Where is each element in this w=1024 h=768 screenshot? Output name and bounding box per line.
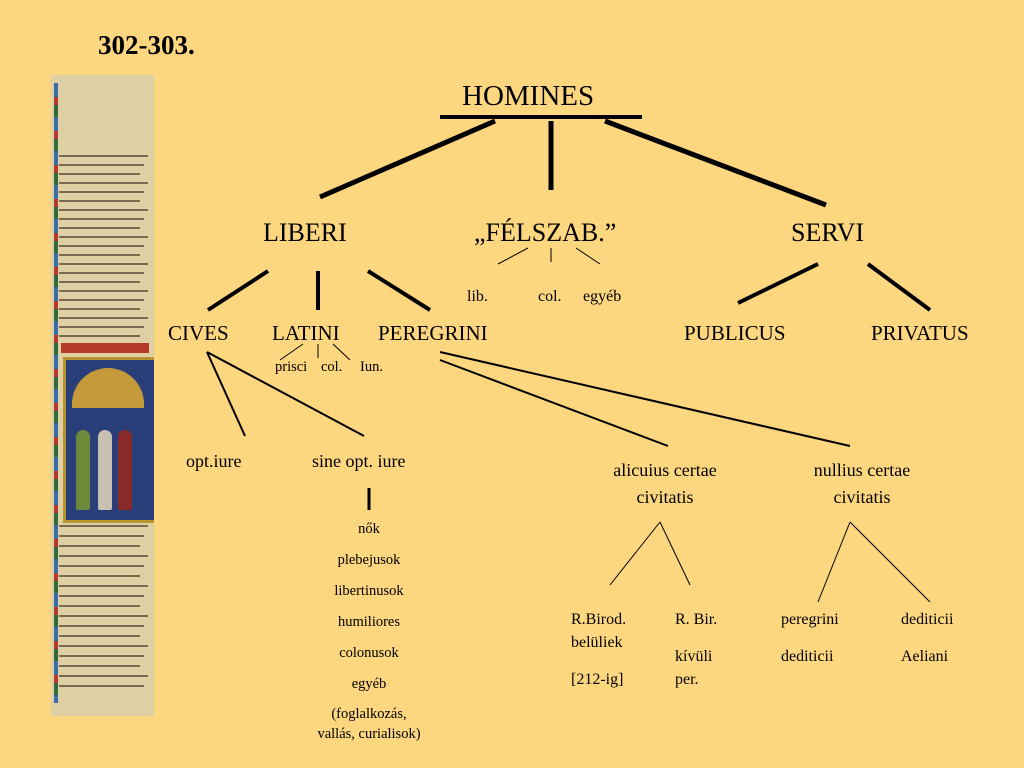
node-alicuius-line1: alicuius certae: [613, 460, 717, 480]
sine-list-item: (foglalkozás,: [331, 706, 407, 722]
node-liberi: LIBERI: [263, 218, 347, 247]
connector-peregrini-alicuius: [440, 360, 668, 446]
node-publicus: PUBLICUS: [684, 321, 786, 345]
node-latini: LATINI: [272, 321, 340, 345]
connector-latini-iun: [333, 344, 350, 360]
leaf-rbirod-line3: [212-ig]: [571, 671, 624, 688]
node-servi: SERVI: [791, 218, 865, 247]
node-alicuius-line2: civitatis: [636, 487, 694, 507]
connector-latini-prisci: [280, 344, 303, 360]
leaf-rbir-line2: kívüli: [675, 648, 713, 665]
connector-alicuius-left: [610, 522, 660, 585]
leaf-rbirod-line1: R.Birod.: [571, 611, 627, 628]
sine-list-item: vallás, curialisok): [317, 726, 421, 742]
node-privatus: PRIVATUS: [871, 321, 969, 345]
connector-homines-liberi: [320, 121, 495, 197]
node-peregrini: PEREGRINI: [378, 321, 488, 345]
node-cives: CIVES: [168, 321, 229, 345]
sine-list-item: nők: [358, 521, 380, 537]
connector-nullius-right: [850, 522, 930, 602]
node-felszab: „FÉLSZAB.”: [474, 218, 617, 247]
leaf-rbirod-line2: belüliek: [571, 634, 623, 651]
leaf-peregrini-line2: dediticii: [781, 648, 834, 665]
felszab-sub-col: col.: [538, 288, 562, 305]
slide-number: 302-303.: [98, 30, 195, 60]
root-node-homines: HOMINES: [462, 80, 595, 112]
connector-alicuius-right: [660, 522, 690, 585]
connector-servi-publicus: [738, 264, 818, 303]
connector-homines-servi: [605, 121, 826, 205]
leaf-dediticii-line2: Aeliani: [901, 648, 949, 665]
connector-felszab-egyeb: [576, 248, 600, 264]
connector-cives-opt-iure: [207, 352, 245, 436]
node-nullius-line1: nullius certae: [813, 460, 911, 480]
connector-liberi-cives: [208, 271, 268, 310]
connector-liberi-peregrini: [368, 271, 430, 310]
latini-sub-col: col.: [321, 359, 343, 375]
sine-list-item: libertinusok: [334, 583, 404, 599]
latini-sub-iun: Iun.: [360, 359, 383, 375]
leaf-dediticii-line1: dediticii: [901, 611, 954, 628]
node-nullius-line2: civitatis: [833, 487, 891, 507]
felszab-sub-lib: lib.: [467, 288, 488, 305]
leaf-peregrini-line1: peregrini: [781, 611, 839, 628]
sine-list-item: humiliores: [337, 614, 401, 630]
connector-nullius-left: [818, 522, 850, 602]
felszab-sub-egyeb: egyéb: [583, 288, 622, 305]
leaf-rbir-line3: per.: [675, 671, 699, 688]
latini-sub-prisci: prisci: [275, 359, 308, 375]
leaf-rbir-line1: R. Bir.: [675, 611, 718, 628]
connector-felszab-lib: [498, 248, 528, 264]
node-sine-opt-iure: sine opt. iure: [312, 451, 406, 471]
node-opt-iure: opt.iure: [186, 451, 242, 471]
sine-list-item: egyéb: [351, 676, 387, 692]
sine-list-item: plebejusok: [337, 552, 401, 568]
connector-servi-privatus: [868, 264, 930, 310]
connector-peregrini-nullius: [440, 352, 850, 446]
sine-list-item: colonusok: [339, 645, 399, 661]
